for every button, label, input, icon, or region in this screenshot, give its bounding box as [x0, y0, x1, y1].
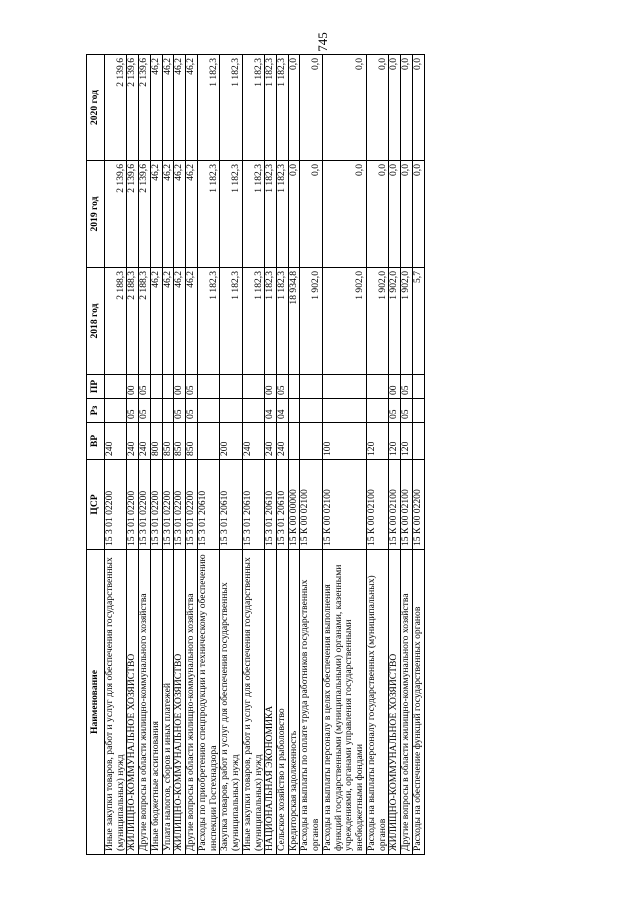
- column-header: ЦСР: [87, 460, 105, 550]
- table-cell: [412, 423, 424, 460]
- table-cell: 05: [186, 375, 198, 399]
- table-cell: 1 182,3: [197, 55, 219, 161]
- table-cell: 15 К 00 02100: [389, 460, 401, 550]
- table-cell: 1 902,0: [389, 268, 401, 375]
- table-cell: 46,2: [162, 161, 174, 268]
- table-cell: ЖИЛИЩНО-КОММУНАЛЬНОЕ ХОЗЯЙСТВО: [389, 550, 401, 855]
- table-cell: 15 3 01 02200: [186, 460, 198, 550]
- table-cell: 46,2: [174, 268, 186, 375]
- table-cell: 46,2: [150, 55, 162, 161]
- table-cell: 0,0: [288, 55, 300, 161]
- table-cell: 120: [366, 423, 388, 460]
- table-cell: 800: [150, 423, 162, 460]
- table-cell: 15 3 01 02200: [174, 460, 186, 550]
- table-cell: 0,0: [300, 161, 322, 268]
- table-row: [105, 55, 127, 855]
- table-cell: 0,0: [366, 55, 388, 161]
- table-cell: Расходы на обеспечение функций государственных органов: [412, 550, 424, 855]
- table-cell: 1 182,3: [242, 268, 264, 375]
- table-cell: 850: [174, 423, 186, 460]
- table-cell: 46,2: [186, 55, 198, 161]
- table-cell: 120: [401, 423, 413, 460]
- table-cell: 1 902,0: [300, 268, 322, 375]
- table-cell: 1 902,0: [401, 268, 413, 375]
- table-cell: 0,0: [401, 161, 413, 268]
- table-cell: 46,2: [186, 268, 198, 375]
- budget-table: [86, 54, 425, 855]
- table-cell: Иные закупки товаров, работ и услуг для обеспечения государственных (муниципальных) нужд: [105, 550, 127, 855]
- table-row: [150, 55, 162, 855]
- table-cell: 0,0: [288, 161, 300, 268]
- table-cell: 850: [162, 423, 174, 460]
- table-cell: 05: [139, 375, 151, 399]
- table-cell: 100: [322, 423, 366, 460]
- table-cell: [288, 399, 300, 423]
- table-cell: 5,7: [412, 268, 424, 375]
- table-cell: 00: [127, 375, 139, 399]
- table-row: [401, 55, 413, 855]
- column-header: 2019 год: [87, 161, 105, 268]
- table-cell: 2 139,6: [105, 161, 127, 268]
- table-cell: 15 К 00 00000: [288, 460, 300, 550]
- table-cell: 2 139,6: [127, 55, 139, 161]
- table-cell: 18 934,8: [288, 268, 300, 375]
- table-cell: 0,0: [322, 55, 366, 161]
- column-header: Наименование: [87, 550, 105, 855]
- column-header: ВР: [87, 423, 105, 460]
- table-cell: 15 3 01 02200: [127, 460, 139, 550]
- table-cell: 00: [174, 375, 186, 399]
- table-cell: 46,2: [186, 161, 198, 268]
- table-row: [322, 55, 366, 855]
- rotated-table-container: [86, 55, 565, 855]
- table-cell: Другие вопросы в области жилищно-коммунального хозяйства: [186, 550, 198, 855]
- table-cell: 15 3 01 20610: [265, 460, 277, 550]
- table-cell: 1 182,3: [197, 161, 219, 268]
- table-cell: 240: [127, 423, 139, 460]
- table-cell: 2 139,6: [105, 55, 127, 161]
- table-cell: 46,2: [150, 161, 162, 268]
- table-cell: [300, 423, 322, 460]
- table-cell: ЖИЛИЩНО-КОММУНАЛЬНОЕ ХОЗЯЙСТВО: [127, 550, 139, 855]
- table-cell: [300, 375, 322, 399]
- table-header-row: [87, 55, 105, 855]
- table-cell: 46,2: [150, 268, 162, 375]
- table-cell: 0,0: [401, 55, 413, 161]
- table-cell: 2 188,3: [105, 268, 127, 375]
- table-cell: 15 3 01 20610: [242, 460, 264, 550]
- table-row: [186, 55, 198, 855]
- table-cell: [366, 399, 388, 423]
- table-cell: [322, 399, 366, 423]
- table-cell: 05: [401, 399, 413, 423]
- table-cell: [412, 399, 424, 423]
- table-cell: 1 182,3: [220, 55, 242, 161]
- table-row: [242, 55, 264, 855]
- table-cell: 04: [265, 399, 277, 423]
- table-cell: 240: [277, 423, 289, 460]
- table-cell: 0,0: [412, 161, 424, 268]
- table-cell: [242, 375, 264, 399]
- table-cell: 15 К 00 02100: [300, 460, 322, 550]
- table-cell: [220, 399, 242, 423]
- table-cell: 2 139,6: [139, 161, 151, 268]
- table-cell: 2 188,3: [127, 268, 139, 375]
- table-cell: 240: [265, 423, 277, 460]
- table-cell: [220, 375, 242, 399]
- table-cell: Иные закупки товаров, работ и услуг для обеспечения государственных (муниципальных) нужд: [242, 550, 264, 855]
- table-cell: Расходы по приобретению спецпродукции и техническому обеспечению инспекции Гостехнадзора: [197, 550, 219, 855]
- table-cell: 240: [242, 423, 264, 460]
- table-cell: 1 182,3: [265, 55, 277, 161]
- table-row: [389, 55, 401, 855]
- table-cell: 05: [186, 399, 198, 423]
- table-cell: [197, 399, 219, 423]
- table-cell: Расходы на выплаты персоналу государственных (муниципальных) органов: [366, 550, 388, 855]
- table-cell: ЖИЛИЩНО-КОММУНАЛЬНОЕ ХОЗЯЙСТВО: [174, 550, 186, 855]
- table-cell: Сельское хозяйство и рыболовство: [277, 550, 289, 855]
- table-cell: [105, 375, 127, 399]
- column-header: 2020 год: [87, 55, 105, 161]
- table-row: [277, 55, 289, 855]
- table-cell: 05: [277, 375, 289, 399]
- table-cell: [162, 399, 174, 423]
- table-cell: [150, 399, 162, 423]
- table-cell: 1 182,3: [265, 268, 277, 375]
- table-cell: 2 188,3: [139, 268, 151, 375]
- table-cell: 1 182,3: [277, 161, 289, 268]
- table-row: [412, 55, 424, 855]
- table-cell: 1 182,3: [277, 55, 289, 161]
- table-cell: 15 3 01 20610: [277, 460, 289, 550]
- table-cell: [366, 375, 388, 399]
- table-cell: [300, 399, 322, 423]
- table-cell: 05: [174, 399, 186, 423]
- table-row: [197, 55, 219, 855]
- table-cell: [197, 375, 219, 399]
- column-header: Рз: [87, 399, 105, 423]
- table-cell: 1 182,3: [242, 161, 264, 268]
- table-cell: 240: [139, 423, 151, 460]
- table-row: [220, 55, 242, 855]
- table-cell: 0,0: [389, 55, 401, 161]
- table-cell: 1 182,3: [197, 268, 219, 375]
- table-cell: 1 182,3: [242, 55, 264, 161]
- table-cell: 05: [401, 375, 413, 399]
- table-row: [139, 55, 151, 855]
- table-cell: 15 К 00 02100: [322, 460, 366, 550]
- table-cell: 04: [277, 399, 289, 423]
- table-cell: 200: [220, 423, 242, 460]
- table-cell: НАЦИОНАЛЬНАЯ ЭКОНОМИКА: [265, 550, 277, 855]
- column-header: ПР: [87, 375, 105, 399]
- table-row: [265, 55, 277, 855]
- table-cell: [162, 375, 174, 399]
- table-cell: 46,2: [162, 55, 174, 161]
- table-cell: 05: [139, 399, 151, 423]
- table-cell: 05: [127, 399, 139, 423]
- table-cell: Расходы на выплаты по оплате труда работников государственных органов: [300, 550, 322, 855]
- table-cell: [197, 423, 219, 460]
- table-cell: 1 902,0: [366, 268, 388, 375]
- table-cell: 00: [389, 375, 401, 399]
- page-number: 745: [315, 32, 330, 52]
- table-cell: Иные бюджетные ассигнования: [150, 550, 162, 855]
- table-cell: [322, 375, 366, 399]
- table-cell: 15 К 00 02100: [401, 460, 413, 550]
- table-cell: 1 182,3: [265, 161, 277, 268]
- table-cell: 15 3 01 20610: [197, 460, 219, 550]
- table-cell: [242, 399, 264, 423]
- table-cell: 15 3 01 02200: [105, 460, 127, 550]
- table-cell: 46,2: [162, 268, 174, 375]
- table-cell: Закупка товаров, работ и услуг для обеспечения государственных (муниципальных) нужд: [220, 550, 242, 855]
- table-cell: 15 К 00 02100: [366, 460, 388, 550]
- table-cell: [412, 375, 424, 399]
- table-cell: 15 3 01 20610: [220, 460, 242, 550]
- table-cell: 1 182,3: [220, 268, 242, 375]
- table-cell: 00: [265, 375, 277, 399]
- table-cell: 0,0: [366, 161, 388, 268]
- table-cell: 1 182,3: [277, 268, 289, 375]
- table-row: [174, 55, 186, 855]
- table-cell: Уплата налогов, сборов и иных платежей: [162, 550, 174, 855]
- table-cell: [288, 375, 300, 399]
- table-cell: 1 902,0: [322, 268, 366, 375]
- table-row: [288, 55, 300, 855]
- table-cell: [150, 375, 162, 399]
- table-row: [127, 55, 139, 855]
- table-cell: 240: [105, 423, 127, 460]
- table-cell: Другие вопросы в области жилищно-коммунального хозяйства: [139, 550, 151, 855]
- table-row: [300, 55, 322, 855]
- table-cell: Расходы на выплаты персоналу в целях обеспечения выполнения функций государственными (муниципальными) органами, казенными учреждениями, органами управления государственными внебюджетными фондами: [322, 550, 366, 855]
- table-cell: 2 139,6: [127, 161, 139, 268]
- table-row: [366, 55, 388, 855]
- table-cell: 0,0: [322, 161, 366, 268]
- table-cell: 2 139,6: [139, 55, 151, 161]
- table-cell: 46,2: [174, 161, 186, 268]
- table-cell: Кредиторская задолженность: [288, 550, 300, 855]
- table-cell: 0,0: [389, 161, 401, 268]
- table-cell: 15 3 01 02200: [150, 460, 162, 550]
- table-cell: 0,0: [300, 55, 322, 161]
- table-cell: 15 3 01 02200: [139, 460, 151, 550]
- table-cell: Другие вопросы в области жилищно-коммунального хозяйства: [401, 550, 413, 855]
- table-cell: 120: [389, 423, 401, 460]
- table-cell: 15 3 01 02200: [162, 460, 174, 550]
- table-cell: 05: [389, 399, 401, 423]
- table-cell: 15 К 00 02200: [412, 460, 424, 550]
- table-cell: [105, 399, 127, 423]
- table-cell: 0,0: [412, 55, 424, 161]
- table-cell: 850: [186, 423, 198, 460]
- column-header: 2018 год: [87, 268, 105, 375]
- table-cell: 46,2: [174, 55, 186, 161]
- table-cell: [288, 423, 300, 460]
- table-cell: 1 182,3: [220, 161, 242, 268]
